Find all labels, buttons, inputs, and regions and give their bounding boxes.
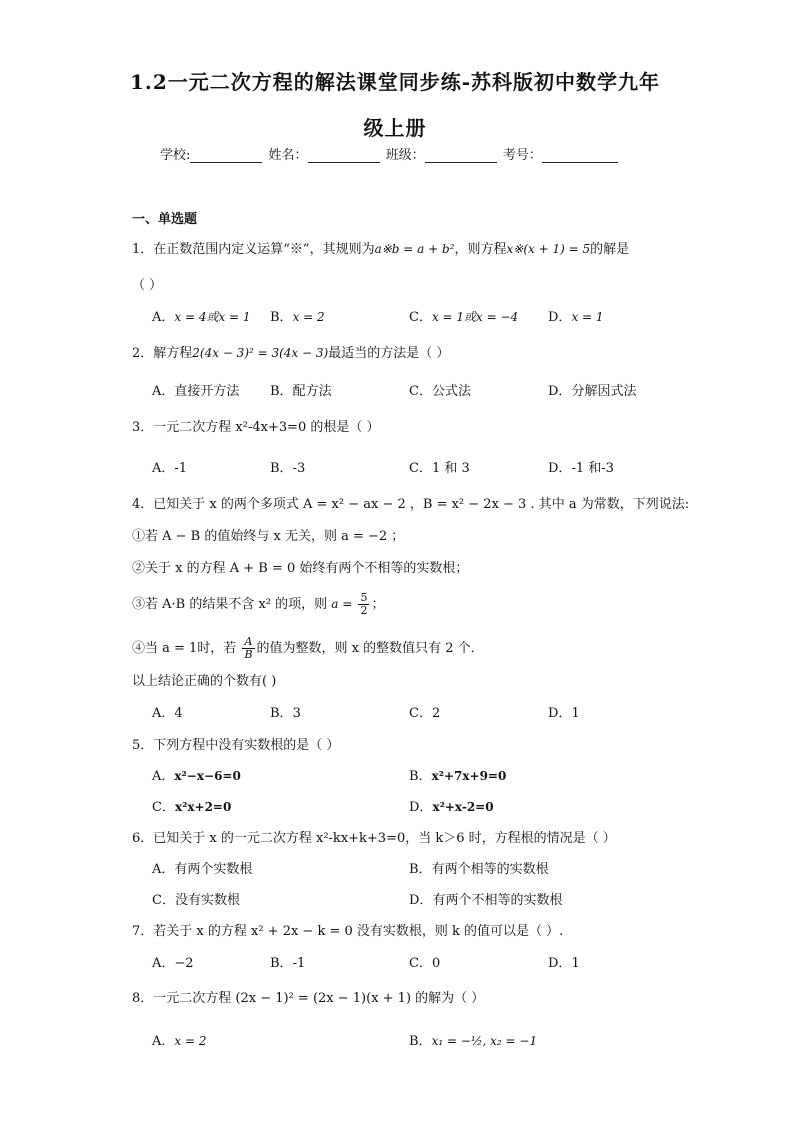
fraction-numerator: 5: [360, 591, 368, 604]
option-label: B．: [270, 706, 293, 721]
q6-option-c[interactable]: [152, 889, 240, 908]
q7-option-b[interactable]: [270, 952, 305, 971]
option-value: 2: [431, 706, 441, 721]
option-value: x²+7x+9=0: [431, 769, 507, 783]
q8-option-b[interactable]: [409, 1030, 537, 1049]
q5-option-c[interactable]: [152, 796, 231, 815]
q3-option-a[interactable]: [152, 457, 187, 476]
fraction-denominator: B: [244, 648, 253, 661]
q3-option-d[interactable]: [548, 457, 614, 476]
q4-option-b[interactable]: [270, 702, 301, 721]
class-label: 班级：: [385, 148, 425, 163]
option-label: A．: [152, 862, 175, 877]
q4-s3-end: ；: [371, 597, 385, 612]
option-label: D．: [548, 956, 572, 971]
option-value: x = 1: [571, 310, 604, 324]
class-blank[interactable]: [425, 148, 497, 163]
option-value: 0: [431, 956, 441, 971]
option-value: 没有实数根: [174, 893, 240, 908]
option-label: B．: [270, 956, 293, 971]
q1-text-c: 的解是: [590, 242, 630, 257]
option-value: −2: [174, 956, 194, 971]
name-label: 姓名：: [268, 148, 308, 163]
option-label: D．: [548, 384, 572, 399]
option-value: 有两个不相等的实数根: [432, 893, 563, 908]
option-label: A．: [152, 461, 175, 476]
q1-option-c[interactable]: [409, 306, 518, 325]
option-label: B．: [270, 310, 293, 325]
q5-option-b[interactable]: [409, 765, 506, 784]
section-title: 一、单选题: [132, 212, 198, 227]
q2-option-b[interactable]: [270, 380, 332, 399]
q4-option-a[interactable]: [152, 702, 183, 721]
option-label: C．: [409, 461, 432, 476]
option-label: A．: [152, 769, 175, 784]
q4-s4-end: 的值为整数，则 x 的整数值只有 2 个．: [256, 641, 484, 656]
question-4-stem: 4．已知关于 x 的两个多项式 A = x² − ax − 2 ，B = x² − 2x − 3 . 其中 a 为常数，下列说法:: [132, 497, 690, 512]
option-value: -1: [174, 461, 188, 476]
option-value: x = 1或x = −4: [431, 310, 519, 324]
q2-option-a[interactable]: [152, 380, 239, 399]
option-value: 公式法: [431, 384, 471, 399]
option-value: 1 和 3: [431, 461, 470, 476]
student-info-line: [160, 144, 640, 163]
option-label: D．: [548, 461, 572, 476]
option-label: C．: [409, 384, 432, 399]
option-value: 1: [571, 956, 580, 971]
q6-option-b[interactable]: [409, 858, 549, 877]
q7-option-a[interactable]: [152, 952, 194, 971]
q4-statement-3: [132, 592, 384, 617]
q6-option-a[interactable]: [152, 858, 252, 877]
option-label: A．: [152, 384, 175, 399]
option-value: 有两个相等的实数根: [431, 862, 549, 877]
option-value: -1: [292, 956, 306, 971]
option-value: x = 2: [292, 310, 325, 324]
option-label: A．: [152, 706, 175, 721]
question-2-stem: [132, 342, 449, 361]
q5-option-a[interactable]: [152, 765, 241, 784]
q4-statement-2: ②关于 x 的方程 A + B = 0 始终有两个不相等的实数根；: [132, 561, 469, 576]
option-label: B．: [409, 769, 432, 784]
q2-equation: 2(4x − 3)² = 3(4x − 3): [192, 346, 329, 360]
q4-option-d[interactable]: [548, 702, 580, 721]
q8-option-a[interactable]: [152, 1030, 206, 1049]
q4-s3-fraction: [358, 592, 369, 617]
q3-option-b[interactable]: [270, 457, 305, 476]
fraction-numerator: A: [242, 636, 254, 649]
option-value: x₁ = −½, x₂ = −1: [431, 1034, 538, 1048]
page-title-line2: 级上册: [363, 116, 427, 140]
option-label: B．: [409, 862, 432, 877]
option-label: D．: [548, 706, 572, 721]
q4-conclusion: 以上结论正确的个数有( ): [132, 674, 277, 689]
option-value: -1 和-3: [571, 461, 614, 476]
q4-s3-var: a =: [331, 597, 353, 611]
q1-rule: a※b = a + b²: [374, 242, 455, 256]
q4-statement-4: [132, 636, 484, 661]
q2-text-a: 2．解方程: [132, 346, 193, 361]
option-value: x = 4或x = 1: [174, 310, 251, 324]
option-label: D．: [409, 800, 433, 815]
question-5-stem: 5．下列方程中没有实数根的是（ ）: [132, 738, 340, 753]
q7-option-d[interactable]: [548, 952, 580, 971]
q1-option-d[interactable]: [548, 306, 604, 325]
exam-no-blank[interactable]: [542, 148, 618, 163]
q4-s4-text: ④当 a = 1时，若: [132, 641, 237, 656]
option-label: D．: [548, 310, 572, 325]
option-label: A．: [152, 310, 175, 325]
name-blank[interactable]: [308, 148, 380, 163]
q1-option-a[interactable]: [152, 306, 251, 325]
option-label: A．: [152, 1034, 175, 1049]
option-label: D．: [409, 893, 433, 908]
option-label: A．: [152, 956, 175, 971]
page-title-line1: 1.2一元二次方程的解法课堂同步练-苏科版初中数学九年: [129, 70, 661, 94]
option-label: C．: [152, 893, 175, 908]
question-3-stem: 3．一元二次方程 x²-4x+3=0 的根是（ ）: [132, 420, 380, 435]
q4-s3-text: ③若 A·B 的结果不含 x² 的项，则: [132, 597, 328, 612]
option-value: 直接开方法: [174, 384, 240, 399]
q1-paren: （ ）: [132, 278, 163, 293]
fraction-denominator: 2: [360, 604, 368, 617]
option-value: 配方法: [292, 384, 332, 399]
option-label: B．: [409, 1034, 432, 1049]
option-value: 4: [174, 706, 183, 721]
option-value: 1: [571, 706, 580, 721]
option-label: C．: [152, 800, 175, 815]
q5-option-d[interactable]: [409, 796, 494, 815]
question-7-stem: 7．若关于 x 的方程 x² + 2x − k = 0 没有实数根，则 k 的值可以是（ ）.: [132, 924, 564, 939]
option-value: 3: [292, 706, 301, 721]
option-value: -3: [292, 461, 306, 476]
q7-option-c[interactable]: [409, 952, 440, 971]
option-label: B．: [270, 384, 293, 399]
option-value: 有两个实数根: [174, 862, 253, 877]
option-value: x = 2: [174, 1034, 207, 1048]
q2-option-c[interactable]: [409, 380, 471, 399]
q1-text-a: 1．在正数范围内定义运算“※”，其规则为: [132, 242, 375, 257]
option-label: C．: [409, 310, 432, 325]
q2-text-b: 最适当的方法是（ ）: [328, 346, 450, 361]
question-6-stem: 6．已知关于 x 的一元二次方程 x²-kx+k+3=0，当 k＞6 时，方程根的情况是（ ）: [132, 831, 616, 846]
school-label: 学校:: [160, 148, 191, 163]
option-value: x²x+2=0: [174, 800, 232, 814]
q1-equation: x※(x + 1) = 5: [506, 242, 591, 256]
q4-statement-1: ①若 A − B 的值始终与 x 无关，则 a = −2 ；: [132, 529, 405, 544]
q4-s4-fraction: [242, 636, 254, 661]
q1-text-b: ，则方程: [454, 242, 507, 257]
option-label: C．: [409, 706, 432, 721]
option-value: x²−x−6=0: [174, 769, 241, 783]
exam-no-label: 考号：: [502, 148, 542, 163]
q6-option-d[interactable]: [409, 889, 562, 908]
q4-option-c[interactable]: [409, 702, 440, 721]
option-label: B．: [270, 461, 293, 476]
option-value: 分解因式法: [571, 384, 637, 399]
q1-option-b[interactable]: [270, 306, 325, 325]
option-label: C．: [409, 956, 432, 971]
q3-option-c[interactable]: [409, 457, 470, 476]
school-blank[interactable]: [190, 148, 262, 163]
question-8-stem: 8．一元二次方程 (2x − 1)² = (2x − 1)(x + 1) 的解为（ ）: [132, 991, 485, 1006]
option-value: x²+x-2=0: [432, 800, 494, 814]
q2-option-d[interactable]: [548, 380, 636, 399]
question-1-stem: [132, 238, 629, 257]
